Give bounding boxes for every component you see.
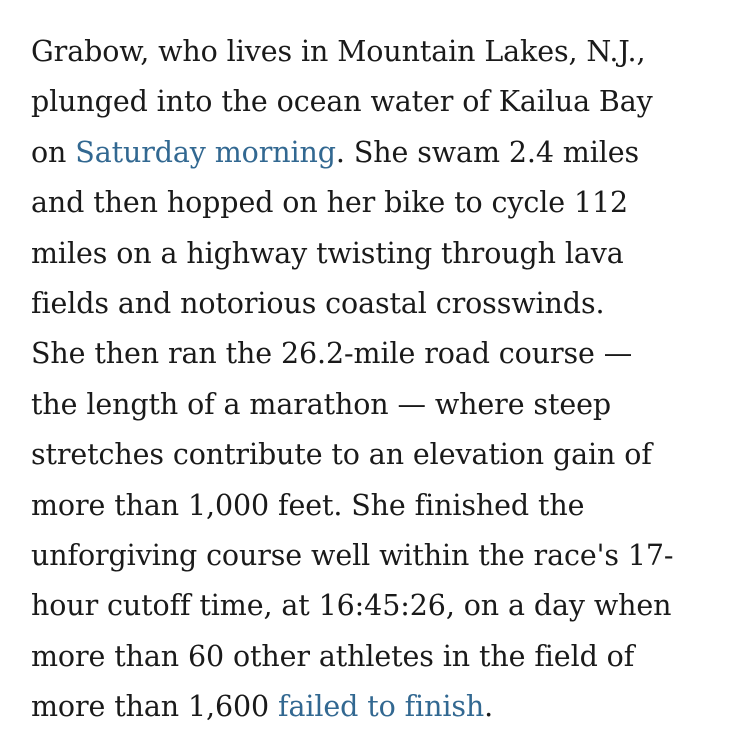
saturday-morning-link[interactable]: Saturday morning xyxy=(75,135,336,169)
text-run: plunged into the ocean water of Kailua Bay xyxy=(31,85,653,119)
paragraph-line xyxy=(31,581,731,631)
paragraph-line xyxy=(31,178,731,228)
text-run: fields and notorious coastal crosswinds. xyxy=(31,287,605,321)
text-run: hour cutoff time, at 16:45:26, on a day when xyxy=(31,589,672,623)
paragraph-line xyxy=(31,27,731,77)
paragraph-line xyxy=(31,77,731,127)
text-run: miles on a highway twisting through lava xyxy=(31,236,624,270)
text-run: more than 60 other athletes in the field of xyxy=(31,639,635,673)
article-paragraph xyxy=(31,27,731,733)
paragraph-line xyxy=(31,632,731,682)
text-run: stretches contribute to an elevation gain of xyxy=(31,438,652,472)
text-run: more than 1,000 feet. She finished the xyxy=(31,488,585,522)
paragraph-line xyxy=(31,531,731,581)
text-run: unforgiving course well within the race's 17- xyxy=(31,539,674,573)
text-run: She then ran the 26.2-mile road course — xyxy=(31,337,633,371)
text-run: Grabow, who lives in Mountain Lakes, N.J., xyxy=(31,35,646,68)
paragraph-line xyxy=(31,279,731,329)
paragraph-line xyxy=(31,229,731,279)
paragraph-line xyxy=(31,481,731,531)
text-run: the length of a marathon — where steep xyxy=(31,387,611,421)
text-run: on xyxy=(31,135,76,169)
failed-to-finish-link[interactable]: failed to finish xyxy=(278,690,485,724)
text-run: and then hopped on her bike to cycle 112 xyxy=(31,186,629,220)
paragraph-line xyxy=(31,682,731,732)
paragraph-line xyxy=(31,128,731,178)
text-run: . She swam 2.4 miles xyxy=(335,135,640,169)
text-run: more than 1,600 xyxy=(31,690,278,724)
paragraph-line xyxy=(31,380,731,430)
paragraph-line xyxy=(31,430,731,480)
text-run: . xyxy=(484,690,494,724)
paragraph-line xyxy=(31,329,731,379)
